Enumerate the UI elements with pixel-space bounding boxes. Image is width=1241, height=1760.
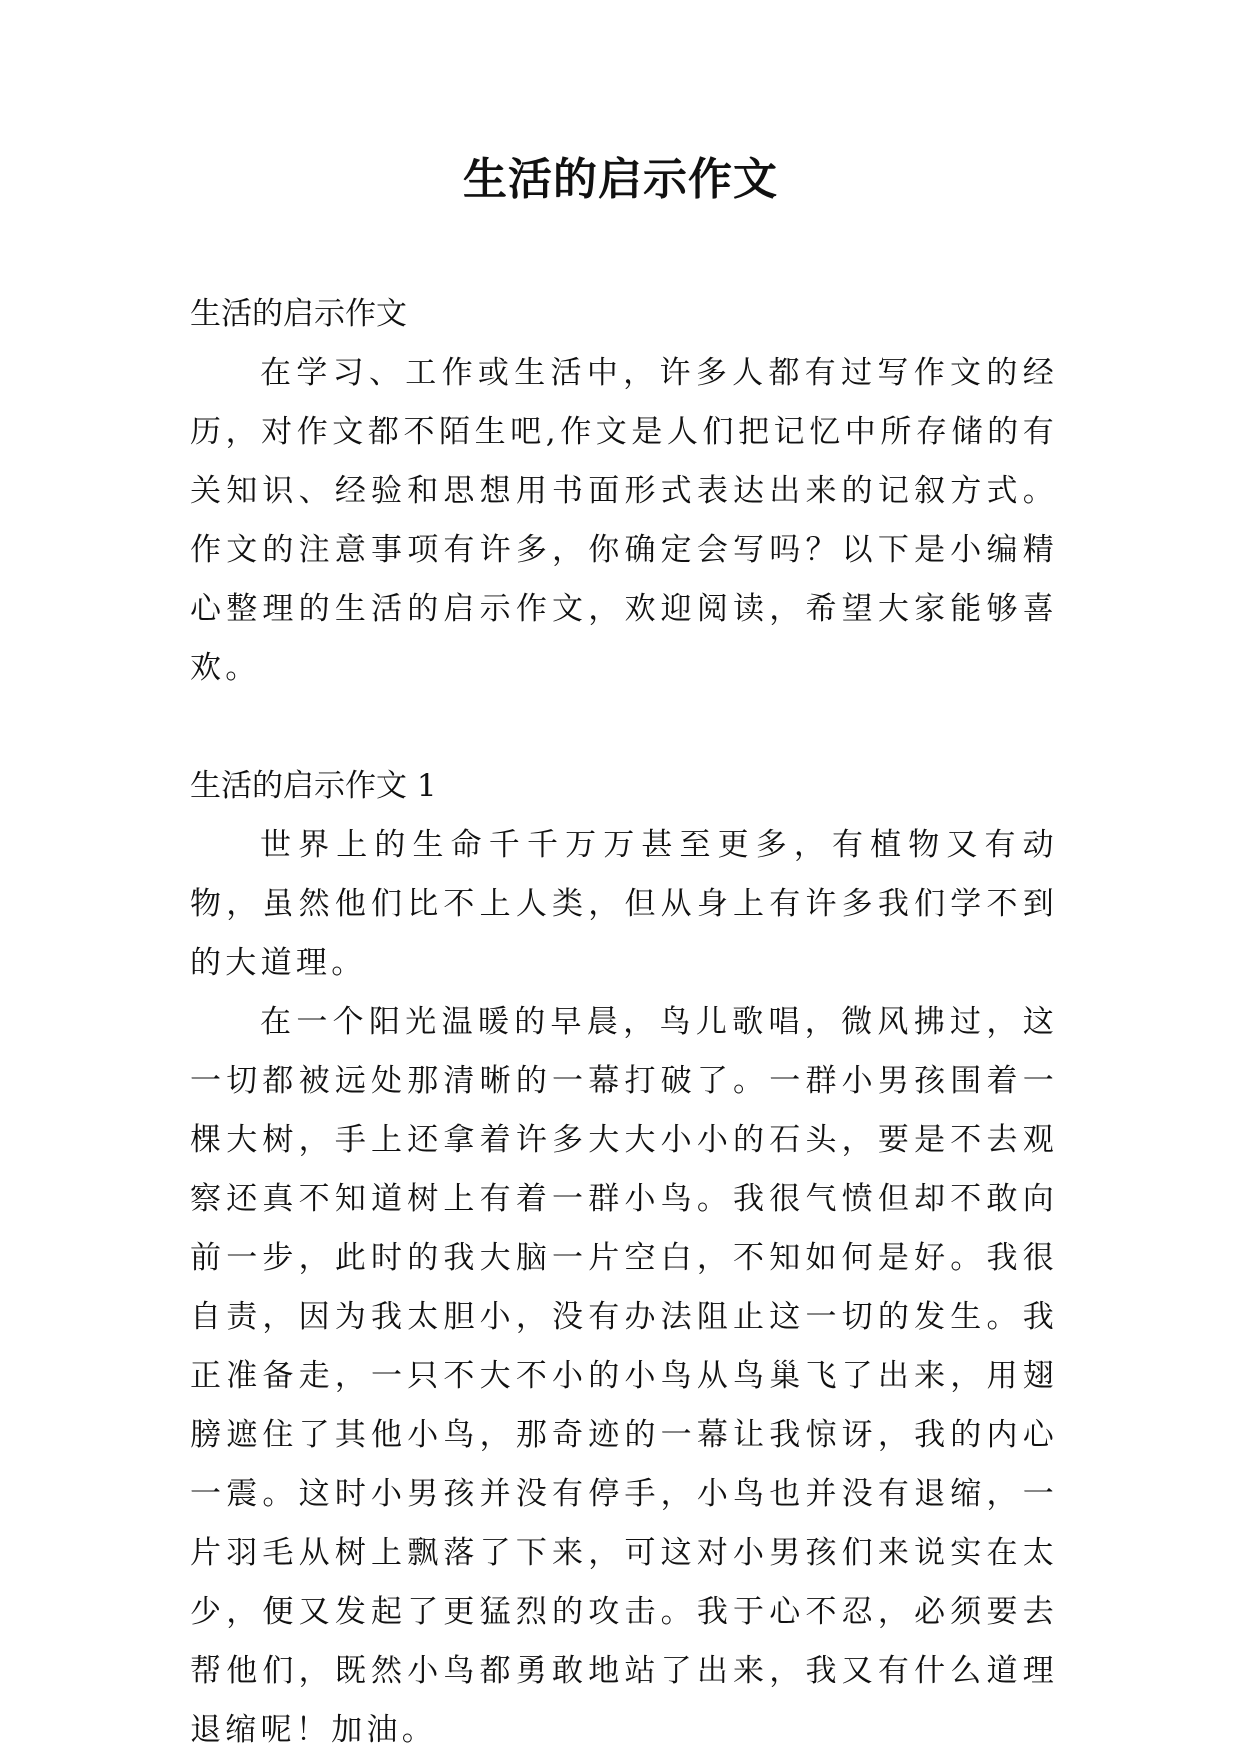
document-title: 生活的启示作文 <box>463 154 778 205</box>
intro-paragraph: 在学习、工作或生活中，许多人都有过写作文的经历，对作文都不陌生吧,作文是人们把记忆中所存储的有关知识、经验和思想用书面形式表达出来的记叙方式。作文的注意事项有许多，你确定会写吗？以下是小编精心整理的生活的启示作文，欢迎阅读，希望大家能够喜欢。 <box>190 355 1058 686</box>
section1-heading: 生活的启示作文 1 <box>190 768 437 804</box>
document-body <box>190 285 1058 1760</box>
section1-paragraph-1: 世界上的生命千千万万甚至更多，有植物又有动物，虽然他们比不上人类，但从身上有许多我们学不到的大道理。 <box>190 827 1058 981</box>
section1-paragraph-2: 在一个阳光温暖的早晨，鸟儿歌唱，微风拂过，这一切都被远处那清晰的一幕打破了。一群小男孩围着一棵大树，手上还拿着许多大大小小的石头，要是不去观察还真不知道树上有着一群小鸟。我很气愤但却不敢向前一步，此时的我大脑一片空白，不知如何是好。我很自责，因为我太胆小，没有办法阻止这一切的发生。我正准备走，一只不大不小的小鸟从鸟巢飞了出来，用翅膀遮住了其他小鸟，那奇迹的一幕让我惊讶，我的内心一震。这时小男孩并没有停手，小鸟也并没有退缩，一片羽毛从树上飘落了下来，可这对小男孩们来说实在太少，便又发起了更猛烈的攻击。我于心不忍，必须要去帮他们，既然小鸟都勇敢地站了出来，我又有什么道理退缩呢！加油。 <box>190 1004 1058 1748</box>
intro-heading: 生活的启示作文 <box>190 296 407 332</box>
section-spacer <box>190 698 1058 757</box>
